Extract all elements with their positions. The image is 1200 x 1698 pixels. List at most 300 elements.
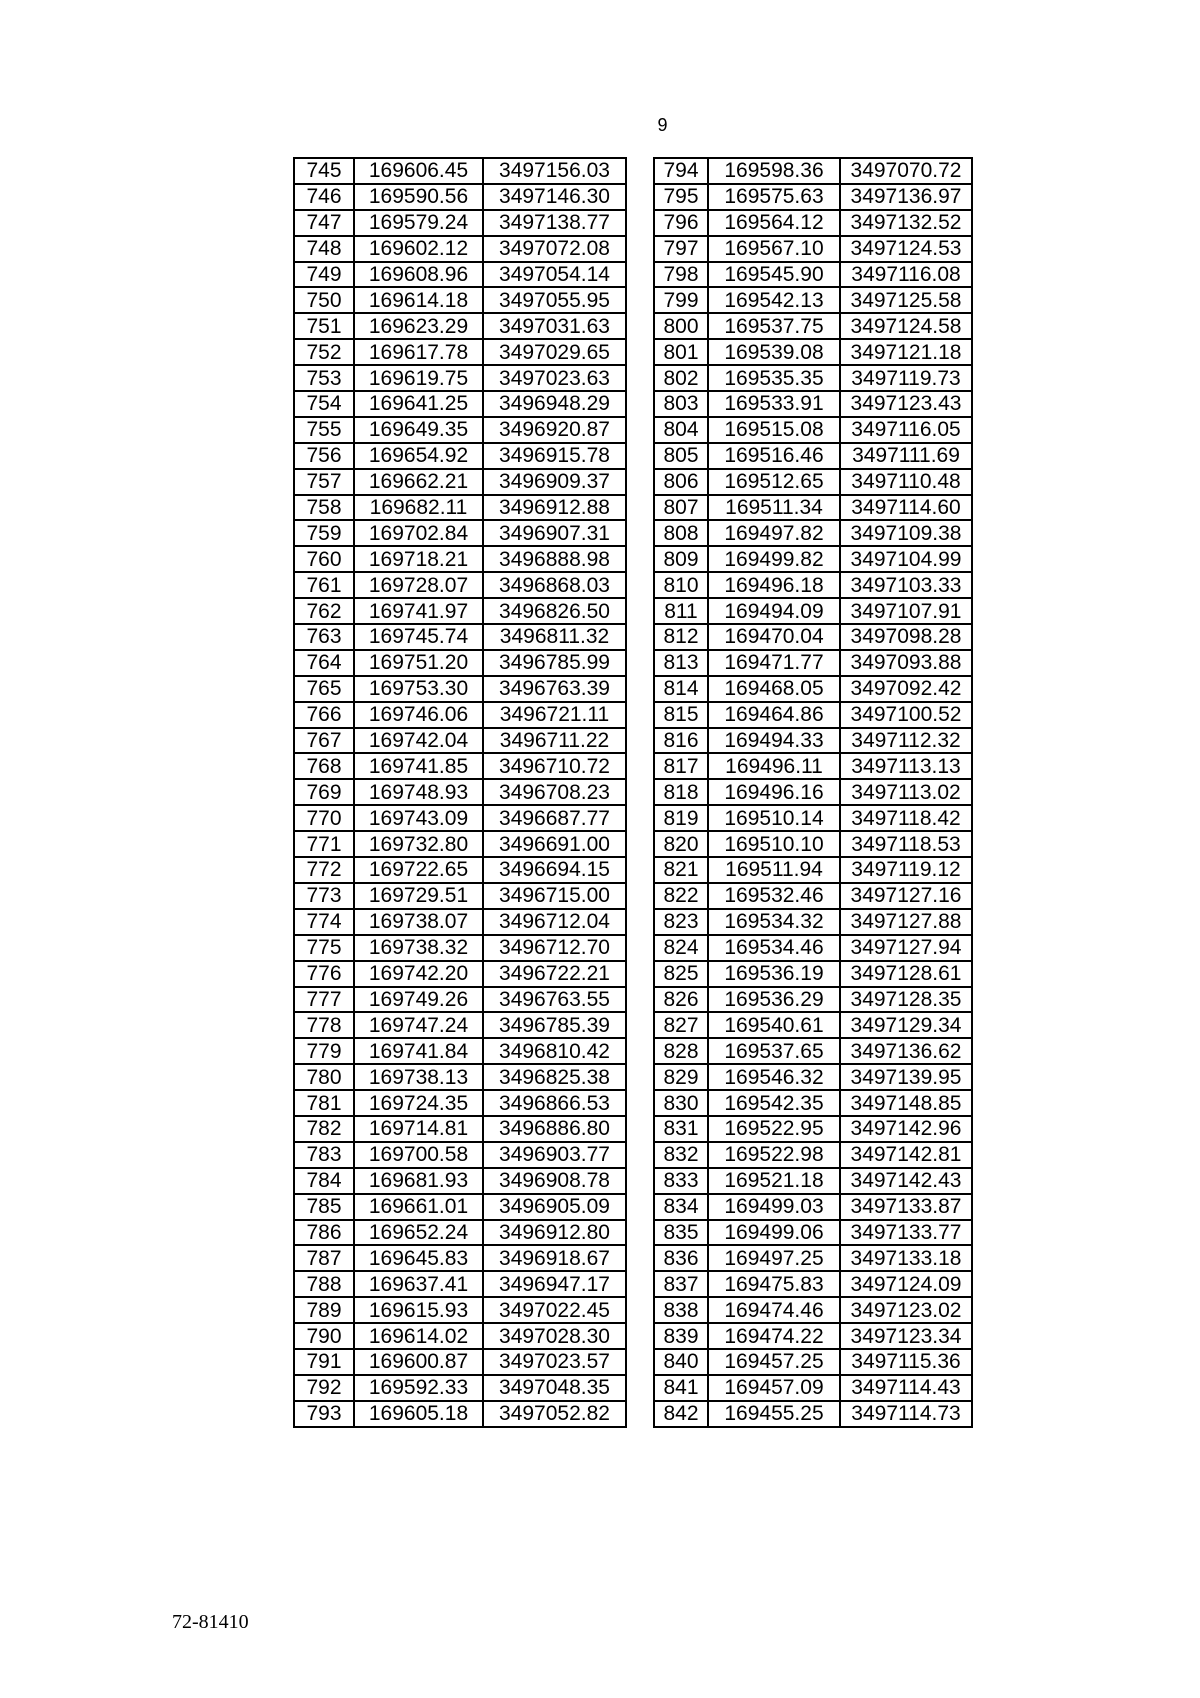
y-coordinate-cell: 3496715.00 xyxy=(483,883,626,909)
y-coordinate-cell: 3496712.70 xyxy=(483,935,626,961)
x-coordinate-cell: 169745.74 xyxy=(354,624,483,650)
x-coordinate-cell: 169641.25 xyxy=(354,391,483,417)
table-row xyxy=(294,1245,626,1271)
point-number-cell: 838 xyxy=(654,1297,708,1323)
table-row xyxy=(654,1401,972,1427)
y-coordinate-cell: 3497054.14 xyxy=(483,262,626,288)
y-coordinate-cell: 3497114.73 xyxy=(840,1401,972,1427)
y-coordinate-cell: 3496710.72 xyxy=(483,753,626,779)
x-coordinate-cell: 169537.75 xyxy=(708,313,840,339)
y-coordinate-cell: 3496908.78 xyxy=(483,1168,626,1194)
y-coordinate-cell: 3497023.63 xyxy=(483,365,626,391)
x-coordinate-cell: 169534.46 xyxy=(708,935,840,961)
y-coordinate-cell: 3496763.55 xyxy=(483,987,626,1013)
x-coordinate-cell: 169532.46 xyxy=(708,883,840,909)
x-coordinate-cell: 169567.10 xyxy=(708,236,840,262)
point-number-cell: 777 xyxy=(294,987,354,1013)
y-coordinate-cell: 3496825.38 xyxy=(483,1064,626,1090)
x-coordinate-cell: 169516.46 xyxy=(708,443,840,469)
x-coordinate-cell: 169682.11 xyxy=(354,495,483,521)
y-coordinate-cell: 3496918.67 xyxy=(483,1245,626,1271)
point-number-cell: 812 xyxy=(654,624,708,650)
table-row xyxy=(294,702,626,728)
table-row xyxy=(654,831,972,857)
table-row xyxy=(294,1168,626,1194)
point-number-cell: 809 xyxy=(654,546,708,572)
x-coordinate-cell: 169468.05 xyxy=(708,676,840,702)
point-number-cell: 766 xyxy=(294,702,354,728)
x-coordinate-cell: 169464.86 xyxy=(708,702,840,728)
table-row xyxy=(654,909,972,935)
table-row xyxy=(654,1142,972,1168)
x-coordinate-cell: 169497.25 xyxy=(708,1245,840,1271)
y-coordinate-cell: 3496708.23 xyxy=(483,779,626,805)
y-coordinate-cell: 3497115.36 xyxy=(840,1349,972,1375)
point-number-cell: 764 xyxy=(294,650,354,676)
y-coordinate-cell: 3497133.18 xyxy=(840,1245,972,1271)
table-row xyxy=(654,805,972,831)
y-coordinate-cell: 3497121.18 xyxy=(840,339,972,365)
point-number-cell: 815 xyxy=(654,702,708,728)
table-row xyxy=(294,572,626,598)
point-number-cell: 754 xyxy=(294,391,354,417)
x-coordinate-cell: 169729.51 xyxy=(354,883,483,909)
table-row xyxy=(654,779,972,805)
table-row xyxy=(294,417,626,443)
point-number-cell: 770 xyxy=(294,805,354,831)
table-row xyxy=(294,1220,626,1246)
y-coordinate-cell: 3497133.87 xyxy=(840,1194,972,1220)
x-coordinate-cell: 169619.75 xyxy=(354,365,483,391)
document-code: 72-81410 xyxy=(172,1611,249,1633)
y-coordinate-cell: 3497116.05 xyxy=(840,417,972,443)
y-coordinate-cell: 3497111.69 xyxy=(840,443,972,469)
point-number-cell: 768 xyxy=(294,753,354,779)
x-coordinate-cell: 169724.35 xyxy=(354,1090,483,1116)
point-number-cell: 801 xyxy=(654,339,708,365)
point-number-cell: 756 xyxy=(294,443,354,469)
table-row xyxy=(294,650,626,676)
x-coordinate-cell: 169494.09 xyxy=(708,598,840,624)
x-coordinate-cell: 169546.32 xyxy=(708,1064,840,1090)
x-coordinate-cell: 169608.96 xyxy=(354,262,483,288)
point-number-cell: 789 xyxy=(294,1297,354,1323)
y-coordinate-cell: 3497146.30 xyxy=(483,184,626,210)
table-row xyxy=(294,262,626,288)
point-number-cell: 762 xyxy=(294,598,354,624)
y-coordinate-cell: 3497133.77 xyxy=(840,1220,972,1246)
coordinate-table-body xyxy=(294,158,626,1427)
table-row xyxy=(654,1323,972,1349)
point-number-cell: 806 xyxy=(654,469,708,495)
x-coordinate-cell: 169714.81 xyxy=(354,1116,483,1142)
x-coordinate-cell: 169748.93 xyxy=(354,779,483,805)
point-number-cell: 805 xyxy=(654,443,708,469)
y-coordinate-cell: 3497128.35 xyxy=(840,987,972,1013)
x-coordinate-cell: 169592.33 xyxy=(354,1375,483,1401)
y-coordinate-cell: 3497138.77 xyxy=(483,210,626,236)
x-coordinate-cell: 169579.24 xyxy=(354,210,483,236)
x-coordinate-cell: 169617.78 xyxy=(354,339,483,365)
table-row xyxy=(294,184,626,210)
table-row xyxy=(654,262,972,288)
x-coordinate-cell: 169600.87 xyxy=(354,1349,483,1375)
table-row xyxy=(654,598,972,624)
x-coordinate-cell: 169510.14 xyxy=(708,805,840,831)
table-row xyxy=(294,1116,626,1142)
y-coordinate-cell: 3497148.85 xyxy=(840,1090,972,1116)
x-coordinate-cell: 169681.93 xyxy=(354,1168,483,1194)
point-number-cell: 825 xyxy=(654,961,708,987)
table-row xyxy=(294,546,626,572)
table-row xyxy=(654,753,972,779)
y-coordinate-cell: 3497142.81 xyxy=(840,1142,972,1168)
coordinate-table-left xyxy=(293,157,627,1428)
y-coordinate-cell: 3497127.94 xyxy=(840,935,972,961)
point-number-cell: 828 xyxy=(654,1038,708,1064)
coordinate-table-body xyxy=(654,158,972,1427)
point-number-cell: 798 xyxy=(654,262,708,288)
table-row xyxy=(294,391,626,417)
table-row xyxy=(294,805,626,831)
table-row xyxy=(654,1116,972,1142)
x-coordinate-cell: 169614.18 xyxy=(354,287,483,313)
point-number-cell: 775 xyxy=(294,935,354,961)
point-number-cell: 795 xyxy=(654,184,708,210)
x-coordinate-cell: 169542.13 xyxy=(708,287,840,313)
table-row xyxy=(294,520,626,546)
x-coordinate-cell: 169751.20 xyxy=(354,650,483,676)
point-number-cell: 807 xyxy=(654,495,708,521)
table-row xyxy=(654,1168,972,1194)
point-number-cell: 788 xyxy=(294,1271,354,1297)
point-number-cell: 800 xyxy=(654,313,708,339)
table-row xyxy=(294,1038,626,1064)
x-coordinate-cell: 169542.35 xyxy=(708,1090,840,1116)
table-row xyxy=(654,158,972,184)
table-row xyxy=(294,883,626,909)
table-row xyxy=(654,987,972,1013)
table-row xyxy=(654,391,972,417)
y-coordinate-cell: 3497093.88 xyxy=(840,650,972,676)
y-coordinate-cell: 3497104.99 xyxy=(840,546,972,572)
y-coordinate-cell: 3496694.15 xyxy=(483,857,626,883)
y-coordinate-cell: 3497127.16 xyxy=(840,883,972,909)
table-row xyxy=(654,1064,972,1090)
x-coordinate-cell: 169741.85 xyxy=(354,753,483,779)
table-row xyxy=(294,1401,626,1427)
x-coordinate-cell: 169536.19 xyxy=(708,961,840,987)
point-number-cell: 790 xyxy=(294,1323,354,1349)
point-number-cell: 794 xyxy=(654,158,708,184)
point-number-cell: 822 xyxy=(654,883,708,909)
point-number-cell: 772 xyxy=(294,857,354,883)
y-coordinate-cell: 3496888.98 xyxy=(483,546,626,572)
point-number-cell: 750 xyxy=(294,287,354,313)
y-coordinate-cell: 3496905.09 xyxy=(483,1194,626,1220)
x-coordinate-cell: 169494.33 xyxy=(708,728,840,754)
x-coordinate-cell: 169645.83 xyxy=(354,1245,483,1271)
point-number-cell: 748 xyxy=(294,236,354,262)
point-number-cell: 837 xyxy=(654,1271,708,1297)
y-coordinate-cell: 3496920.87 xyxy=(483,417,626,443)
point-number-cell: 763 xyxy=(294,624,354,650)
x-coordinate-cell: 169537.65 xyxy=(708,1038,840,1064)
point-number-cell: 813 xyxy=(654,650,708,676)
point-number-cell: 833 xyxy=(654,1168,708,1194)
table-row xyxy=(294,624,626,650)
x-coordinate-cell: 169535.35 xyxy=(708,365,840,391)
x-coordinate-cell: 169474.46 xyxy=(708,1297,840,1323)
table-row xyxy=(654,546,972,572)
y-coordinate-cell: 3497124.09 xyxy=(840,1271,972,1297)
table-row xyxy=(294,1271,626,1297)
table-row xyxy=(294,1012,626,1038)
x-coordinate-cell: 169499.82 xyxy=(708,546,840,572)
table-row xyxy=(294,1064,626,1090)
x-coordinate-cell: 169539.08 xyxy=(708,339,840,365)
table-row xyxy=(294,287,626,313)
x-coordinate-cell: 169474.22 xyxy=(708,1323,840,1349)
table-row xyxy=(294,961,626,987)
x-coordinate-cell: 169722.65 xyxy=(354,857,483,883)
point-number-cell: 816 xyxy=(654,728,708,754)
y-coordinate-cell: 3497142.43 xyxy=(840,1168,972,1194)
y-coordinate-cell: 3497052.82 xyxy=(483,1401,626,1427)
point-number-cell: 823 xyxy=(654,909,708,935)
y-coordinate-cell: 3496909.37 xyxy=(483,469,626,495)
y-coordinate-cell: 3497136.97 xyxy=(840,184,972,210)
y-coordinate-cell: 3497107.91 xyxy=(840,598,972,624)
y-coordinate-cell: 3496912.88 xyxy=(483,495,626,521)
y-coordinate-cell: 3496947.17 xyxy=(483,1271,626,1297)
table-row xyxy=(654,883,972,909)
table-row xyxy=(294,1194,626,1220)
y-coordinate-cell: 3496907.31 xyxy=(483,520,626,546)
point-number-cell: 803 xyxy=(654,391,708,417)
table-row xyxy=(294,469,626,495)
table-row xyxy=(294,728,626,754)
point-number-cell: 817 xyxy=(654,753,708,779)
y-coordinate-cell: 3497072.08 xyxy=(483,236,626,262)
x-coordinate-cell: 169496.16 xyxy=(708,779,840,805)
y-coordinate-cell: 3497070.72 xyxy=(840,158,972,184)
x-coordinate-cell: 169718.21 xyxy=(354,546,483,572)
point-number-cell: 826 xyxy=(654,987,708,1013)
x-coordinate-cell: 169564.12 xyxy=(708,210,840,236)
table-row xyxy=(654,365,972,391)
table-row xyxy=(654,495,972,521)
point-number-cell: 802 xyxy=(654,365,708,391)
table-row xyxy=(294,1090,626,1116)
point-number-cell: 814 xyxy=(654,676,708,702)
table-row xyxy=(654,1349,972,1375)
x-coordinate-cell: 169738.13 xyxy=(354,1064,483,1090)
table-row xyxy=(294,158,626,184)
y-coordinate-cell: 3497029.65 xyxy=(483,339,626,365)
point-number-cell: 746 xyxy=(294,184,354,210)
y-coordinate-cell: 3496866.53 xyxy=(483,1090,626,1116)
y-coordinate-cell: 3496785.99 xyxy=(483,650,626,676)
x-coordinate-cell: 169753.30 xyxy=(354,676,483,702)
table-row xyxy=(654,236,972,262)
table-row xyxy=(294,495,626,521)
table-row xyxy=(294,313,626,339)
x-coordinate-cell: 169738.07 xyxy=(354,909,483,935)
point-number-cell: 778 xyxy=(294,1012,354,1038)
table-row xyxy=(294,857,626,883)
point-number-cell: 786 xyxy=(294,1220,354,1246)
point-number-cell: 842 xyxy=(654,1401,708,1427)
x-coordinate-cell: 169702.84 xyxy=(354,520,483,546)
coordinate-table-right xyxy=(653,157,973,1428)
y-coordinate-cell: 3497103.33 xyxy=(840,572,972,598)
x-coordinate-cell: 169741.97 xyxy=(354,598,483,624)
y-coordinate-cell: 3497112.32 xyxy=(840,728,972,754)
point-number-cell: 818 xyxy=(654,779,708,805)
table-row xyxy=(654,184,972,210)
x-coordinate-cell: 169606.45 xyxy=(354,158,483,184)
y-coordinate-cell: 3497139.95 xyxy=(840,1064,972,1090)
x-coordinate-cell: 169496.18 xyxy=(708,572,840,598)
y-coordinate-cell: 3496886.80 xyxy=(483,1116,626,1142)
point-number-cell: 799 xyxy=(654,287,708,313)
y-coordinate-cell: 3496912.80 xyxy=(483,1220,626,1246)
table-row xyxy=(654,1090,972,1116)
table-row xyxy=(654,313,972,339)
point-number-cell: 758 xyxy=(294,495,354,521)
y-coordinate-cell: 3497124.53 xyxy=(840,236,972,262)
point-number-cell: 781 xyxy=(294,1090,354,1116)
point-number-cell: 840 xyxy=(654,1349,708,1375)
point-number-cell: 767 xyxy=(294,728,354,754)
table-row xyxy=(654,702,972,728)
y-coordinate-cell: 3497156.03 xyxy=(483,158,626,184)
table-row xyxy=(294,909,626,935)
point-number-cell: 810 xyxy=(654,572,708,598)
x-coordinate-cell: 169534.32 xyxy=(708,909,840,935)
table-row xyxy=(654,443,972,469)
y-coordinate-cell: 3496868.03 xyxy=(483,572,626,598)
y-coordinate-cell: 3496915.78 xyxy=(483,443,626,469)
table-row xyxy=(654,210,972,236)
y-coordinate-cell: 3497119.12 xyxy=(840,857,972,883)
point-number-cell: 747 xyxy=(294,210,354,236)
y-coordinate-cell: 3497129.34 xyxy=(840,1012,972,1038)
table-row xyxy=(654,417,972,443)
table-row xyxy=(294,1323,626,1349)
x-coordinate-cell: 169747.24 xyxy=(354,1012,483,1038)
y-coordinate-cell: 3496948.29 xyxy=(483,391,626,417)
y-coordinate-cell: 3496810.42 xyxy=(483,1038,626,1064)
y-coordinate-cell: 3496811.32 xyxy=(483,624,626,650)
point-number-cell: 751 xyxy=(294,313,354,339)
x-coordinate-cell: 169470.04 xyxy=(708,624,840,650)
point-number-cell: 820 xyxy=(654,831,708,857)
table-row xyxy=(654,1271,972,1297)
x-coordinate-cell: 169499.03 xyxy=(708,1194,840,1220)
x-coordinate-cell: 169654.92 xyxy=(354,443,483,469)
x-coordinate-cell: 169457.09 xyxy=(708,1375,840,1401)
x-coordinate-cell: 169749.26 xyxy=(354,987,483,1013)
point-number-cell: 804 xyxy=(654,417,708,443)
x-coordinate-cell: 169742.04 xyxy=(354,728,483,754)
point-number-cell: 759 xyxy=(294,520,354,546)
table-row xyxy=(294,365,626,391)
point-number-cell: 839 xyxy=(654,1323,708,1349)
x-coordinate-cell: 169455.25 xyxy=(708,1401,840,1427)
y-coordinate-cell: 3496903.77 xyxy=(483,1142,626,1168)
y-coordinate-cell: 3497114.43 xyxy=(840,1375,972,1401)
table-row xyxy=(294,779,626,805)
x-coordinate-cell: 169545.90 xyxy=(708,262,840,288)
table-row xyxy=(654,520,972,546)
point-number-cell: 782 xyxy=(294,1116,354,1142)
point-number-cell: 834 xyxy=(654,1194,708,1220)
y-coordinate-cell: 3497098.28 xyxy=(840,624,972,650)
y-coordinate-cell: 3497110.48 xyxy=(840,469,972,495)
x-coordinate-cell: 169475.83 xyxy=(708,1271,840,1297)
x-coordinate-cell: 169499.06 xyxy=(708,1220,840,1246)
table-row xyxy=(654,469,972,495)
point-number-cell: 832 xyxy=(654,1142,708,1168)
x-coordinate-cell: 169511.94 xyxy=(708,857,840,883)
y-coordinate-cell: 3497128.61 xyxy=(840,961,972,987)
point-number-cell: 835 xyxy=(654,1220,708,1246)
table-row xyxy=(654,961,972,987)
table-row xyxy=(294,1142,626,1168)
y-coordinate-cell: 3497124.58 xyxy=(840,313,972,339)
point-number-cell: 811 xyxy=(654,598,708,624)
point-number-cell: 824 xyxy=(654,935,708,961)
point-number-cell: 797 xyxy=(654,236,708,262)
table-row xyxy=(654,650,972,676)
table-row xyxy=(654,287,972,313)
point-number-cell: 745 xyxy=(294,158,354,184)
table-row xyxy=(654,1297,972,1323)
x-coordinate-cell: 169637.41 xyxy=(354,1271,483,1297)
point-number-cell: 776 xyxy=(294,961,354,987)
y-coordinate-cell: 3497119.73 xyxy=(840,365,972,391)
point-number-cell: 793 xyxy=(294,1401,354,1427)
y-coordinate-cell: 3497118.42 xyxy=(840,805,972,831)
x-coordinate-cell: 169533.91 xyxy=(708,391,840,417)
table-row xyxy=(654,728,972,754)
x-coordinate-cell: 169615.93 xyxy=(354,1297,483,1323)
y-coordinate-cell: 3497123.02 xyxy=(840,1297,972,1323)
x-coordinate-cell: 169623.29 xyxy=(354,313,483,339)
page-number: 9 xyxy=(657,115,668,135)
y-coordinate-cell: 3497055.95 xyxy=(483,287,626,313)
table-row xyxy=(294,1375,626,1401)
y-coordinate-cell: 3497136.62 xyxy=(840,1038,972,1064)
y-coordinate-cell: 3496687.77 xyxy=(483,805,626,831)
x-coordinate-cell: 169700.58 xyxy=(354,1142,483,1168)
table-row xyxy=(294,987,626,1013)
y-coordinate-cell: 3497116.08 xyxy=(840,262,972,288)
point-number-cell: 769 xyxy=(294,779,354,805)
point-number-cell: 827 xyxy=(654,1012,708,1038)
x-coordinate-cell: 169496.11 xyxy=(708,753,840,779)
x-coordinate-cell: 169471.77 xyxy=(708,650,840,676)
table-row xyxy=(654,339,972,365)
x-coordinate-cell: 169598.36 xyxy=(708,158,840,184)
x-coordinate-cell: 169457.25 xyxy=(708,1349,840,1375)
point-number-cell: 829 xyxy=(654,1064,708,1090)
point-number-cell: 792 xyxy=(294,1375,354,1401)
table-row xyxy=(294,339,626,365)
table-row xyxy=(294,1349,626,1375)
